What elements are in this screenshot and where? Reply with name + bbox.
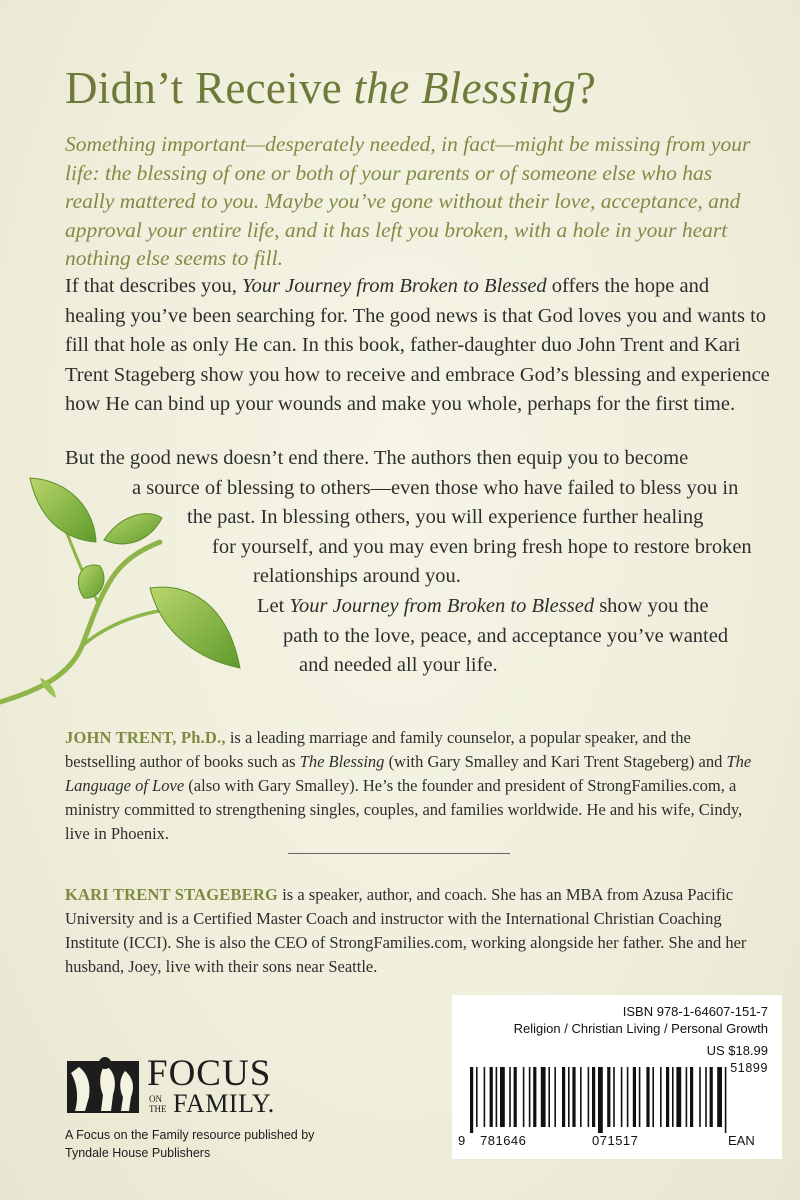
barcode-bar [725, 1067, 727, 1133]
p3-line-1 [257, 592, 737, 622]
bio1-book-2: The Language of Love [65, 752, 752, 795]
barcode-bar [509, 1067, 511, 1127]
barcode-bar [717, 1067, 722, 1127]
barcode-bar [529, 1067, 531, 1127]
logo-focus-text: FOCUS [147, 1053, 272, 1094]
barcode-bar [639, 1067, 641, 1127]
barcode-bar [660, 1067, 662, 1127]
barcode-bar [588, 1067, 590, 1127]
barcode-bar [621, 1067, 623, 1127]
barcode-bar [666, 1067, 669, 1127]
family-silhouette-icon [65, 1053, 141, 1115]
barcode-digit-first: 9 [458, 1133, 466, 1148]
barcode-digits-right: 071517 [592, 1133, 639, 1148]
barcode-bar [500, 1067, 505, 1127]
barcode-bar [523, 1067, 525, 1127]
p2-line-2: a source of blessing to others—even those who have failed to bless you in [132, 476, 739, 499]
bio-divider [288, 853, 510, 854]
author-name-kari-trent-stageberg: KARI TRENT STAGEBERG [65, 885, 279, 904]
logo-on-the-text: ON THE [149, 1094, 167, 1114]
barcode-bar [554, 1067, 556, 1127]
p3-text-before: Let [257, 595, 290, 617]
author-degree: Ph.D., [180, 728, 226, 747]
price-code: 51899 [730, 1061, 768, 1075]
author-bio-kari-trent-stageberg [65, 883, 765, 979]
barcode-bar [533, 1067, 536, 1127]
p1-text-after: offers the hope and healing you’ve been searching for. The good news is that God loves you and wants to fill that hole as only He can. In this book, father-daughter duo John Trent and Kari Trent Stageberg show you how to receive and embrace God’s blessing and experience how He can bind up your wounds and make you whole, perhaps for the first time. [65, 275, 770, 415]
isbn-barcode-panel [452, 995, 782, 1159]
barcode-digits-left: 781646 [480, 1133, 527, 1148]
barcode-bar [613, 1067, 615, 1127]
barcode-bar [686, 1067, 688, 1127]
barcode-bar [676, 1067, 681, 1127]
body-paragraph-1 [65, 272, 770, 420]
bio2-text: is a speaker, author, and coach. She has an MBA from Azusa Pacific University and is a Certified Master Coach and instructor with the International Christian Coaching Institute (ICCI). She is also the CEO of StrongFamilies.com, working alongside her father. She and her husband, Joey, live with their sons near Seattle. [65, 885, 747, 976]
back-cover-heading [65, 62, 596, 114]
barcode-bar [710, 1067, 713, 1127]
barcode-bar [514, 1067, 517, 1127]
barcode-image [466, 1067, 766, 1135]
barcode-bar [690, 1067, 693, 1127]
book-category: Religion / Christian Living / Personal Growth [513, 1021, 768, 1036]
p3-line-3: and needed all your life. [299, 654, 498, 676]
barcode-bar [548, 1067, 550, 1127]
barcode-bar [580, 1067, 582, 1127]
author-bio-john-trent [65, 726, 765, 846]
barcode-bar [490, 1067, 493, 1127]
p3-line-2: path to the love, peace, and acceptance you’ve wanted [283, 624, 729, 647]
bio1-text-2: (with Gary Smalley and Kari Trent Stageberg) and [384, 752, 727, 771]
p2-line-1: But the good news doesn’t end there. The authors then equip you to become [65, 447, 689, 469]
barcode-bar [496, 1067, 498, 1127]
p1-text-before: If that describes you, [65, 275, 243, 297]
barcode-bar [705, 1067, 707, 1127]
ean-label: EAN [728, 1133, 755, 1148]
barcode-bar [598, 1067, 603, 1133]
p2-line-5: relationships around you. [253, 565, 461, 587]
barcode-bar [562, 1067, 565, 1127]
barcode-bar [568, 1067, 570, 1127]
p2-line-4: for yourself, and you may even bring fresh hope to restore broken [212, 535, 752, 558]
heading-emphasis: the Blessing [353, 63, 576, 113]
bio1-text-1: is a leading marriage and family counselor, a popular speaker, and the bestselling author of books such as [65, 728, 691, 771]
intro-paragraph: Something important—desperately needed, in fact—might be missing from your life: the blessing of one or both of your parents or of someone else who has really mattered to you. Maybe you’ve gone without their love, acceptance, and approval your entire life, and it has left you broken, with a hole in your heart nothing else seems to fill. [65, 132, 751, 270]
p3-book-title: Your Journey from Broken to Blessed [289, 595, 595, 617]
publisher-credit: A Focus on the Family resource published by Tyndale House Publishers [65, 1128, 315, 1160]
barcode-bar [470, 1067, 473, 1133]
book-price: US $18.99 [706, 1043, 768, 1058]
barcode-bar [646, 1067, 649, 1127]
barcode-bar [541, 1067, 546, 1127]
bio1-text-3: (also with Gary Smalley). He’s the founder and president of StrongFamilies.com, a ministry committed to strengthening singles, couples, and families worldwide. He and his wife, Cindy, live in Phoenix. [65, 776, 743, 843]
barcode-bar [484, 1067, 486, 1127]
heading-question-mark: ? [575, 63, 597, 113]
p2-line-3: the past. In blessing others, you will experience further healing [187, 506, 704, 528]
barcode-bar [652, 1067, 654, 1127]
heading-part-1: Didn’t Receive [65, 63, 354, 113]
barcode-bar [633, 1067, 636, 1127]
barcode-bar [592, 1067, 595, 1127]
barcode-bar [672, 1067, 674, 1127]
body-paragraph-3 [257, 592, 737, 681]
isbn-number: ISBN 978-1-64607-151-7 [622, 1004, 768, 1019]
p3-line-1-after: show you the [594, 595, 709, 617]
vine-leaves-illustration [0, 470, 250, 720]
focus-on-the-family-logo [65, 1053, 285, 1119]
bio1-book-1: The Blessing [299, 752, 385, 771]
barcode-bar [476, 1067, 478, 1127]
p1-book-title: Your Journey from Broken to Blessed [242, 275, 547, 297]
logo-family-text: FAMILY. [173, 1089, 275, 1118]
barcode-bar [607, 1067, 610, 1127]
barcode-bar [627, 1067, 629, 1127]
barcode-bar [572, 1067, 575, 1127]
author-name-john-trent: JOHN TRENT, [65, 728, 181, 747]
barcode-bar [699, 1067, 701, 1127]
